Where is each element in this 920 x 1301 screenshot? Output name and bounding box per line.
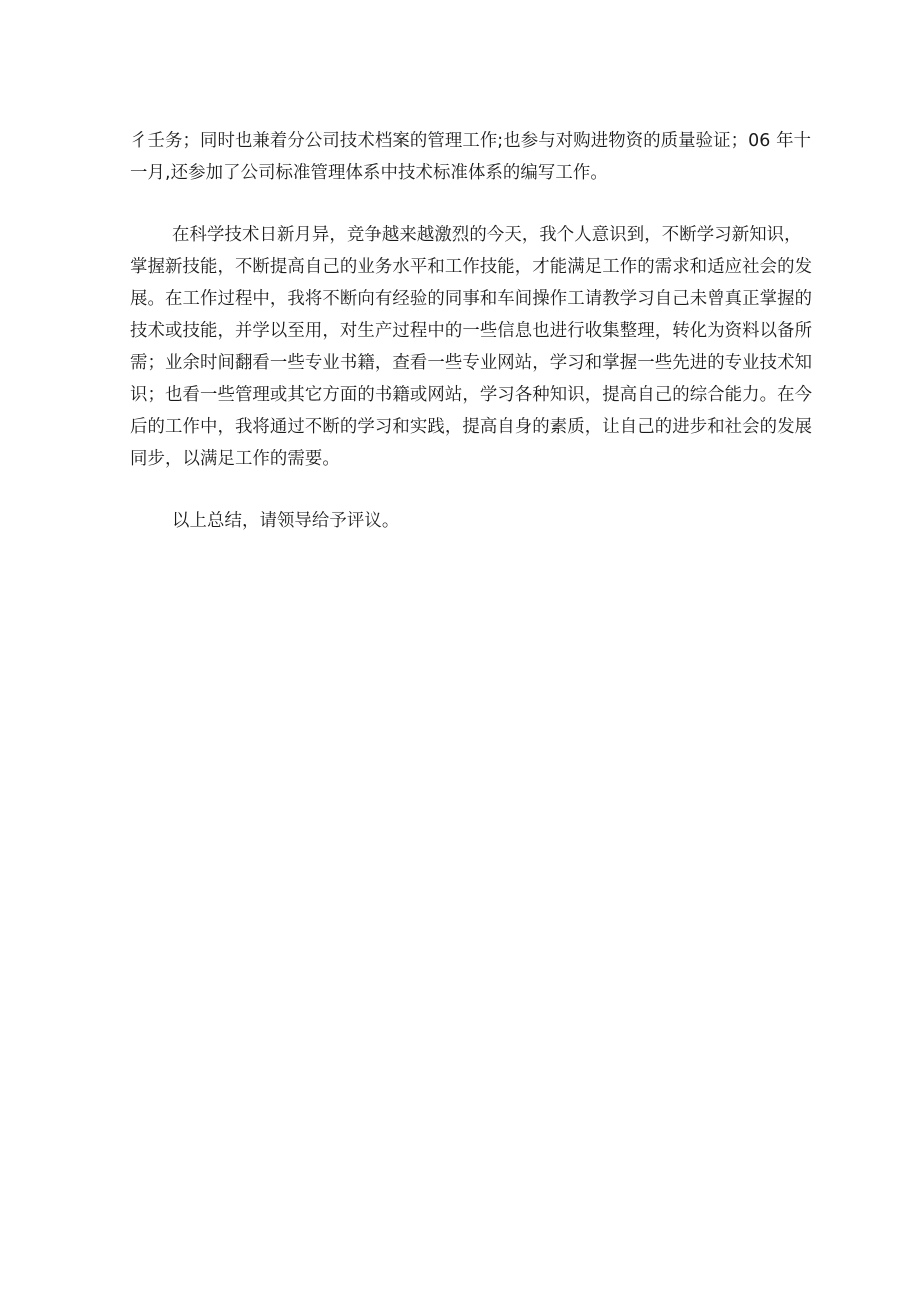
- paragraph-learning: [130, 219, 813, 475]
- text-line: 彳壬务；同时也兼着分公司技术档案的管理工作;也参与对购进物资的质量验证；06 年十: [130, 131, 812, 151]
- document-body: [130, 125, 813, 537]
- text-line: 一月,还参加了公司标准管理体系中技术标准体系的编写工作。: [130, 163, 608, 183]
- text-line: 同步，以满足工作的需要。: [130, 449, 340, 469]
- text-line: 掌握新技能，不断提高自己的业务水平和工作技能，才能满足工作的需求和适应社会的发: [130, 257, 813, 277]
- text-line: 识；也看一些管理或其它方面的书籍或网站，学习各种知识，提高自己的综合能力。在今: [130, 385, 813, 405]
- text-line: 技术或技能，并学以至用，对生产过程中的一些信息也进行收集整理，转化为资料以备所: [130, 321, 813, 341]
- text-line: 后的工作中，我将通过不断的学习和实践，提高自身的素质，让自己的进步和社会的发展: [130, 417, 813, 437]
- text-line: 需；业余时间翻看一些专业书籍，查看一些专业网站，学习和掌握一些先进的专业技术知: [130, 353, 813, 373]
- text-line: 在科学技术日新月异，竞争越来越激烈的今天，我个人意识到，不断学习新知识，: [172, 225, 802, 245]
- closing-line: 以上总结，请领导给予评议。: [172, 511, 400, 531]
- paragraph-spacer: [130, 189, 795, 219]
- text-line: 展。在工作过程中，我将不断向有经验的同事和车间操作工请教学习自己未曾真正掌握的: [130, 289, 813, 309]
- paragraph-closing: [130, 505, 795, 537]
- paragraph-spacer: [130, 475, 795, 505]
- paragraph-duties: [130, 125, 812, 189]
